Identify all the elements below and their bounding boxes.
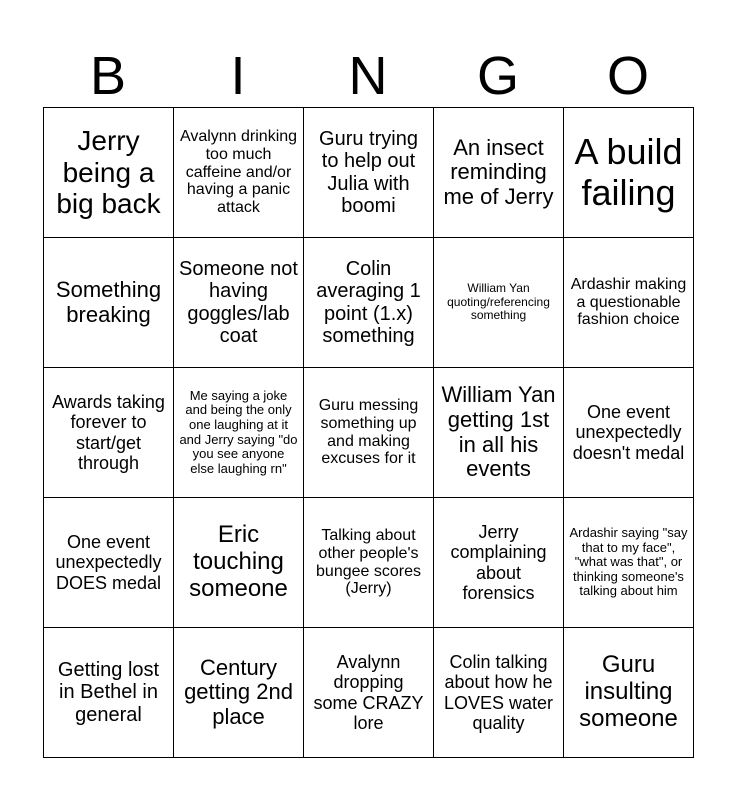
bingo-cell[interactable]: Jerry complaining about forensics — [434, 498, 564, 628]
header-letter-g: G — [476, 46, 519, 106]
bingo-cell[interactable]: Eric touching someone — [174, 498, 304, 628]
bingo-cell[interactable]: Guru messing something up and making excuses for it — [304, 368, 434, 498]
bingo-cell[interactable]: Guru insulting someone — [564, 628, 694, 758]
bingo-cell[interactable]: William Yan getting 1st in all his events — [434, 368, 564, 498]
header-letter-o: O — [606, 46, 649, 106]
bingo-cell[interactable]: Awards taking forever to start/get through — [44, 368, 174, 498]
header-letter-i: I — [230, 46, 246, 106]
bingo-board — [43, 107, 694, 758]
bingo-cell[interactable]: Ardashir saying "say that to my face", "what was that", or thinking someone's talking about him — [564, 498, 694, 628]
header-letter-b: B — [89, 46, 127, 106]
bingo-cell[interactable]: Century getting 2nd place — [174, 628, 304, 758]
board-row — [44, 238, 694, 368]
bingo-cell[interactable]: Jerry being a big back — [44, 108, 174, 238]
board-row — [44, 628, 694, 758]
bingo-cell[interactable]: Someone not having goggles/lab coat — [174, 238, 304, 368]
board-row — [44, 498, 694, 628]
bingo-cell[interactable]: Talking about other people's bungee scores (Jerry) — [304, 498, 434, 628]
board-row — [44, 368, 694, 498]
bingo-cell[interactable]: A build failing — [564, 108, 694, 238]
bingo-cell[interactable]: Colin averaging 1 point (1.x) something — [304, 238, 434, 368]
bingo-header — [43, 44, 693, 108]
bingo-cell[interactable]: Avalynn dropping some CRAZY lore — [304, 628, 434, 758]
header-letter-n: N — [348, 46, 388, 106]
bingo-cell[interactable]: Ardashir making a questionable fashion choice — [564, 238, 694, 368]
bingo-cell[interactable]: Getting lost in Bethel in general — [44, 628, 174, 758]
bingo-cell[interactable]: Me saying a joke and being the only one laughing at it and Jerry saying "do you see anyone else laughing rn" — [174, 368, 304, 498]
board-row — [44, 108, 694, 238]
bingo-cell[interactable]: Colin talking about how he LOVES water quality — [434, 628, 564, 758]
bingo-cell[interactable]: One event unexpectedly DOES medal — [44, 498, 174, 628]
bingo-cell[interactable]: An insect reminding me of Jerry — [434, 108, 564, 238]
bingo-cell[interactable]: One event unexpectedly doesn't medal — [564, 368, 694, 498]
bingo-cell[interactable]: William Yan quoting/referencing something — [434, 238, 564, 368]
bingo-cell[interactable]: Guru trying to help out Julia with boomi — [304, 108, 434, 238]
bingo-cell[interactable]: Avalynn drinking too much caffeine and/or having a panic attack — [174, 108, 304, 238]
bingo-cell[interactable]: Something breaking — [44, 238, 174, 368]
